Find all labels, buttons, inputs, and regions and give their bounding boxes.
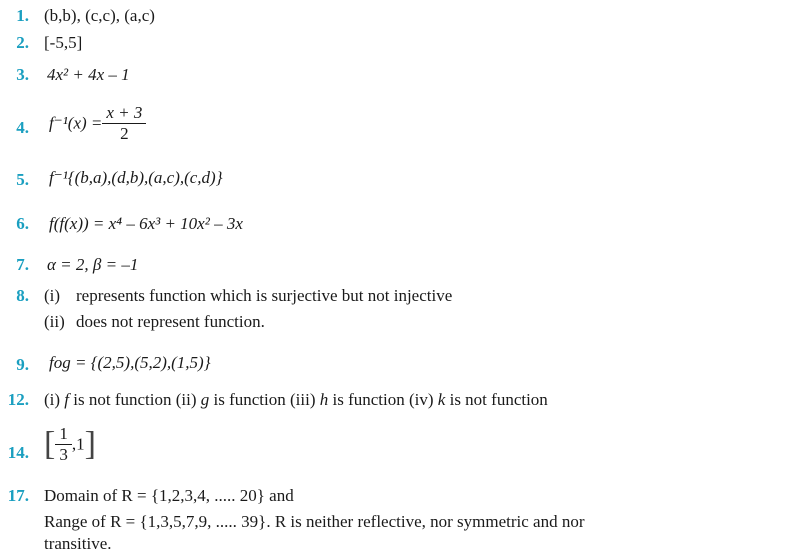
answer-expression xyxy=(49,104,146,143)
interval-tail: ,1 xyxy=(71,434,85,454)
answer-line: Domain of R = {1,2,3,4, ..... 20} and xyxy=(44,486,294,505)
answer-part-ii xyxy=(44,312,265,332)
answer-number: 8. xyxy=(16,286,29,305)
answer-text: fog = {(2,5),(5,2),(1,5)} xyxy=(49,353,211,372)
answer-text: 4x² + 4x – 1 xyxy=(47,65,130,84)
answer-text: (b,b), (c,c), (a,c) xyxy=(44,6,155,25)
fraction-denominator: 3 xyxy=(59,445,68,464)
inverse-lhs: f⁻¹(x) = xyxy=(49,113,103,133)
fraction-denominator: 2 xyxy=(120,124,129,143)
answer-text: α = 2, β = –1 xyxy=(47,255,139,274)
fraction xyxy=(55,425,72,464)
right-bracket: ] xyxy=(84,425,96,463)
fraction-numerator: 1 xyxy=(55,425,72,445)
answer-text: [-5,5] xyxy=(44,33,83,52)
text-segment: is not function (ii) xyxy=(69,390,201,409)
text-segment: (i) xyxy=(44,390,65,409)
function-symbol: h xyxy=(319,390,329,409)
left-bracket: [ xyxy=(44,425,56,463)
answer-expression xyxy=(44,425,96,464)
answer-number: 17. xyxy=(7,486,29,505)
answer-number: 1. xyxy=(16,6,29,25)
fraction-numerator: x + 3 xyxy=(102,104,146,124)
answer-number: 5. xyxy=(16,170,29,189)
fraction xyxy=(102,104,146,143)
function-symbol: f xyxy=(64,390,70,409)
answer-number: 3. xyxy=(16,65,29,84)
answer-number: 14. xyxy=(7,443,29,462)
answer-number: 2. xyxy=(16,33,29,52)
part-label: (ii) xyxy=(44,312,65,331)
answer-line: transitive. xyxy=(44,534,112,553)
answer-number: 9. xyxy=(16,355,29,374)
text-segment: is function (iv) xyxy=(328,390,438,409)
answer-number: 6. xyxy=(16,214,29,233)
text-segment: is not function xyxy=(445,390,548,409)
part-label: (i) xyxy=(44,286,61,305)
function-symbol: k xyxy=(437,390,446,409)
text-segment: is function (iii) xyxy=(209,390,320,409)
function-symbol: g xyxy=(200,390,210,409)
answer-text: f⁻¹{(b,a),(d,b),(a,c),(c,d)} xyxy=(49,168,223,187)
answer-part-i xyxy=(44,286,452,306)
answer-number: 7. xyxy=(16,255,29,274)
answer-text: f(f(x)) = x⁴ – 6x³ + 10x² – 3x xyxy=(49,214,243,233)
answer-text xyxy=(44,390,548,410)
answer-line: Range of R = {1,3,5,7,9, ..... 39}. R is neither reflective, nor symmetric and nor xyxy=(44,512,585,531)
answer-number: 12. xyxy=(7,390,29,409)
answer-number: 4. xyxy=(16,118,29,137)
part-text: does not represent function. xyxy=(76,312,265,331)
part-text: represents function which is surjective but not injective xyxy=(76,286,453,305)
